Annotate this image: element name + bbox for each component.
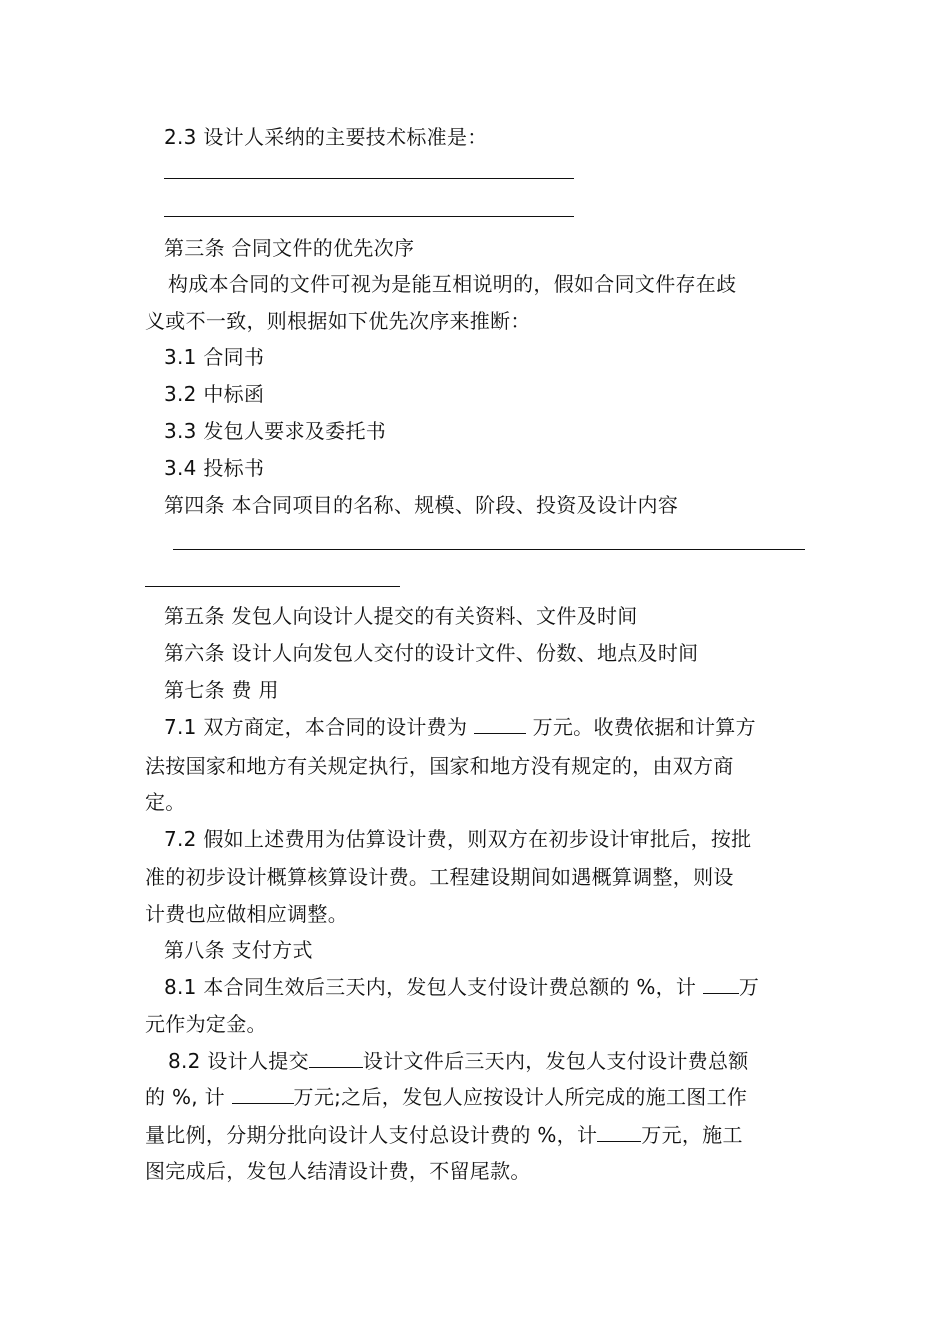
clause-8-2-text-a: 8.2 设计人提交 (168, 1049, 309, 1073)
article-8-heading: 第八条 支付方式 (164, 938, 313, 962)
clause-2-3-title: 2.3 设计人采纳的主要技术标准是： (164, 125, 488, 149)
article-4-heading: 第四条 本合同项目的名称、规模、阶段、投资及设计内容 (164, 493, 679, 517)
deposit-amount-blank (703, 975, 739, 994)
clause-8-2-text-e: 量比例，分期分批向设计人支付总设计费的 %，计 (145, 1123, 598, 1147)
design-stage-blank (309, 1049, 363, 1068)
fill-in-line-3 (173, 549, 805, 550)
fill-in-line-1 (164, 178, 574, 179)
fill-in-line-2 (164, 216, 574, 217)
article-3-heading: 第三条 合同文件的优先次序 (164, 236, 415, 260)
article-5-heading: 第五条 发包人向设计人提交的有关资料、文件及时间 (164, 604, 638, 628)
fee-amount-blank (474, 715, 526, 734)
clause-8-2-line-1 (168, 1048, 749, 1074)
clause-7-1-line-3: 定。 (145, 790, 186, 814)
clause-8-2-text-d: 万元;之后，发包人应按设计人所完成的施工图工作 (293, 1085, 748, 1109)
payment-amount-blank (232, 1085, 294, 1104)
clause-7-2-line-2: 准的初步设计概算核算设计费。工程建设期间如遇概算调整，则设 (145, 865, 734, 889)
clause-7-1-line-1 (164, 714, 756, 740)
clause-7-2-line-3: 计费也应做相应调整。 (145, 902, 348, 926)
article-3-item: 3.3 发包人要求及委托书 (164, 419, 387, 443)
article-3-item: 3.2 中标函 (164, 382, 265, 406)
article-6-heading: 第六条 设计人向发包人交付的设计文件、份数、地点及时间 (164, 641, 699, 665)
clause-7-1-line-2: 法按国家和地方有关规定执行，国家和地方没有规定的，由双方商 (145, 754, 734, 778)
installment-amount-blank (597, 1123, 641, 1142)
clause-8-1-line-1 (164, 974, 759, 1000)
article-3-item: 3.4 投标书 (164, 456, 265, 480)
clause-8-2-text-b: 设计文件后三天内，发包人支付设计费总额 (362, 1049, 749, 1073)
article-3-paragraph-line-1: 构成本合同的文件可视为是能互相说明的，假如合同文件存在歧 (168, 272, 737, 296)
article-3-paragraph-line-2: 义或不一致，则根据如下优先次序来推断： (145, 309, 531, 333)
clause-8-1-text-b: 万 (738, 975, 760, 999)
clause-8-1-text-a: 8.1 本合同生效后三天内，发包人支付设计费总额的 %，计 (164, 975, 703, 999)
clause-8-2-line-4: 图完成后，发包人结清设计费，不留尾款。 (145, 1159, 531, 1183)
article-7-heading: 第七条 费 用 (164, 678, 279, 702)
clause-8-1-line-2: 元作为定金。 (145, 1012, 267, 1036)
fill-in-line-4 (145, 586, 400, 587)
article-3-item: 3.1 合同书 (164, 345, 265, 369)
clause-8-2-text-f: 万元，施工 (641, 1123, 743, 1147)
clause-8-2-text-c: 的 %, 计 (145, 1085, 232, 1109)
clause-8-2-line-2 (145, 1084, 747, 1110)
clause-7-2-line-1: 7.2 假如上述费用为估算设计费，则双方在初步设计审批后，按批 (164, 827, 752, 851)
clause-8-2-line-3 (145, 1122, 743, 1148)
clause-7-1-text-a: 7.1 双方商定，本合同的设计费为 (164, 715, 474, 739)
clause-7-1-text-b: 万元。收费依据和计算方 (525, 715, 756, 739)
